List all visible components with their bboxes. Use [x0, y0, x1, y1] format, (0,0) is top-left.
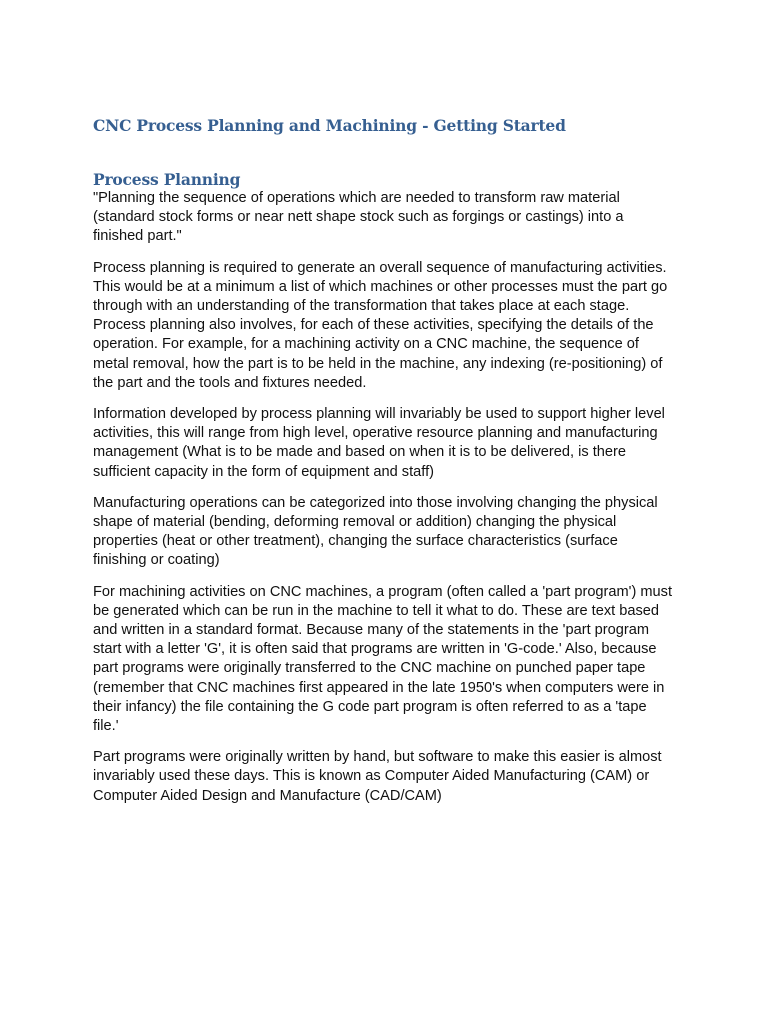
- paragraph-cam-software: Part programs were originally written by hand, but software to make this easier is almost invariably used these days. This is known as Computer Aided Manufacturing (CAM) or Computer Aided Design and Manufacture (CAD/CAM): [93, 749, 662, 804]
- paragraph-manufacturing-operations: Manufacturing operations can be categorized into those involving changing the physical shape of material (bending, deforming removal or addition) changing the physical properties (heat or other treatment), changing the surface characteristics (surface finishing or coating): [93, 494, 658, 569]
- paragraph-information-use: Information developed by process planning will invariably be used to support higher level activities, this will range from high level, operative resource planning and manufacturing management (What is to be made and based on when it is to be delivered, is there sufficient capacity in the form of equipment and staff): [93, 406, 665, 480]
- paragraph-process-planning-overview: Process planning is required to generate an overall sequence of manufacturing activities. This would be at a minimum a list of which machines or other processes must the part go through with an understanding of the transformation that takes place at each stage. Process planning also involves, for each of these activities, specifying the details of the operation. For example, for a machining activity on a CNC machine, the sequence of metal removal, how the part is to be held in the machine, any indexing (re-positioning) of the part and the tools and fixtures needed.: [93, 259, 668, 391]
- document-content: [93, 114, 675, 818]
- document-title: CNC Process Planning and Machining - Getting Started: [93, 116, 566, 135]
- paragraph-definition-quote: "Planning the sequence of operations which are needed to transform raw material (standard stock forms or near nett shape stock such as forgings or castings) into a finished part.": [93, 190, 624, 245]
- paragraph-part-programs: For machining activities on CNC machines, a program (often called a 'part program') must be generated which can be run in the machine to tell it what to do. These are text based and written in a standard format. Because many of the statements in the 'part program start with a letter 'G', it is often said that programs are written in 'G-code.' Also, because part programs were originally transferred to the CNC machine on punched paper tape (remember that CNC machines first appeared in the late 1950's when computers were in their infancy) the file containing the G code part program is often referred to as a 'tape file.': [93, 583, 673, 735]
- section-heading-process-planning: Process Planning: [93, 170, 241, 189]
